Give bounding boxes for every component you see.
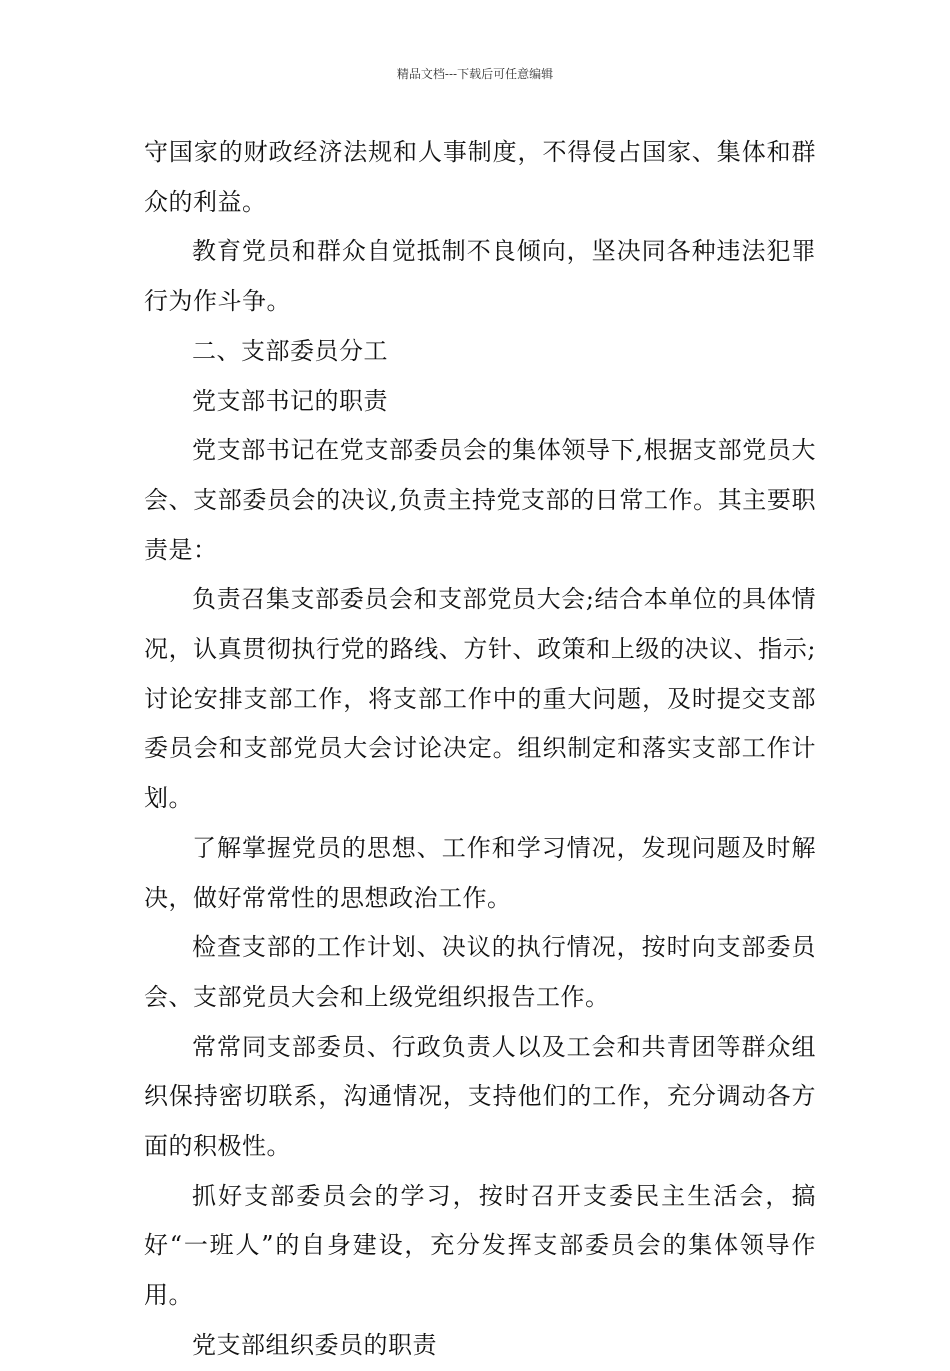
paragraph-10: 抓好支部委员会的学习，按时召开支委民主生活会，搞好“一班人”的自身建设，充分发挥支部委员会的集体领导作用。 (144, 1181, 816, 1310)
paragraph-1: 守国家的财政经济法规和人事制度，不得侵占国家、集体和群众的利益。 (144, 138, 816, 216)
paragraph-7: 了解掌握党员的思想、工作和学习情况，发现问题及时解决，做好常常性的思想政治工作。 (144, 833, 816, 912)
subsection-heading-organization: 党支部组织委员的职责 (192, 1330, 437, 1359)
paragraph-5: 党支部书记在党支部委员会的集体领导下,根据支部党员大会、支部委员会的决议,负责主持党支部的日常工作。其主要职责是： (144, 436, 816, 564)
paragraph-8: 检查支部的工作计划、决议的执行情况，按时向支部委员会、支部党员大会和上级党组织报告工作。 (144, 933, 816, 1011)
page-header: 精品文档---下载后可任意编辑 (396, 67, 554, 81)
paragraph-6: 负责召集支部委员会和支部党员大会;结合本单位的具体情况，认真贯彻执行党的路线、方针、政策和上级的决议、指示;讨论安排支部工作，将支部工作中的重大问题，及时提交支部委员会和支部党员大会讨论决定。组织制定和落实支部工作计划。 (144, 585, 816, 813)
document-body (144, 128, 816, 1371)
subsection-heading-secretary: 党支部书记的职责 (192, 386, 388, 415)
paragraph-2: 教育党员和群众自觉抵制不良倾向，坚决同各种违法犯罪行为作斗争。 (144, 237, 816, 316)
paragraph-9: 常常同支部委员、行政负责人以及工会和共青团等群众组织保持密切联系，沟通情况，支持他们的工作，充分调动各方面的积极性。 (144, 1032, 816, 1161)
section-heading: 二、支部委员分工 (192, 336, 388, 365)
